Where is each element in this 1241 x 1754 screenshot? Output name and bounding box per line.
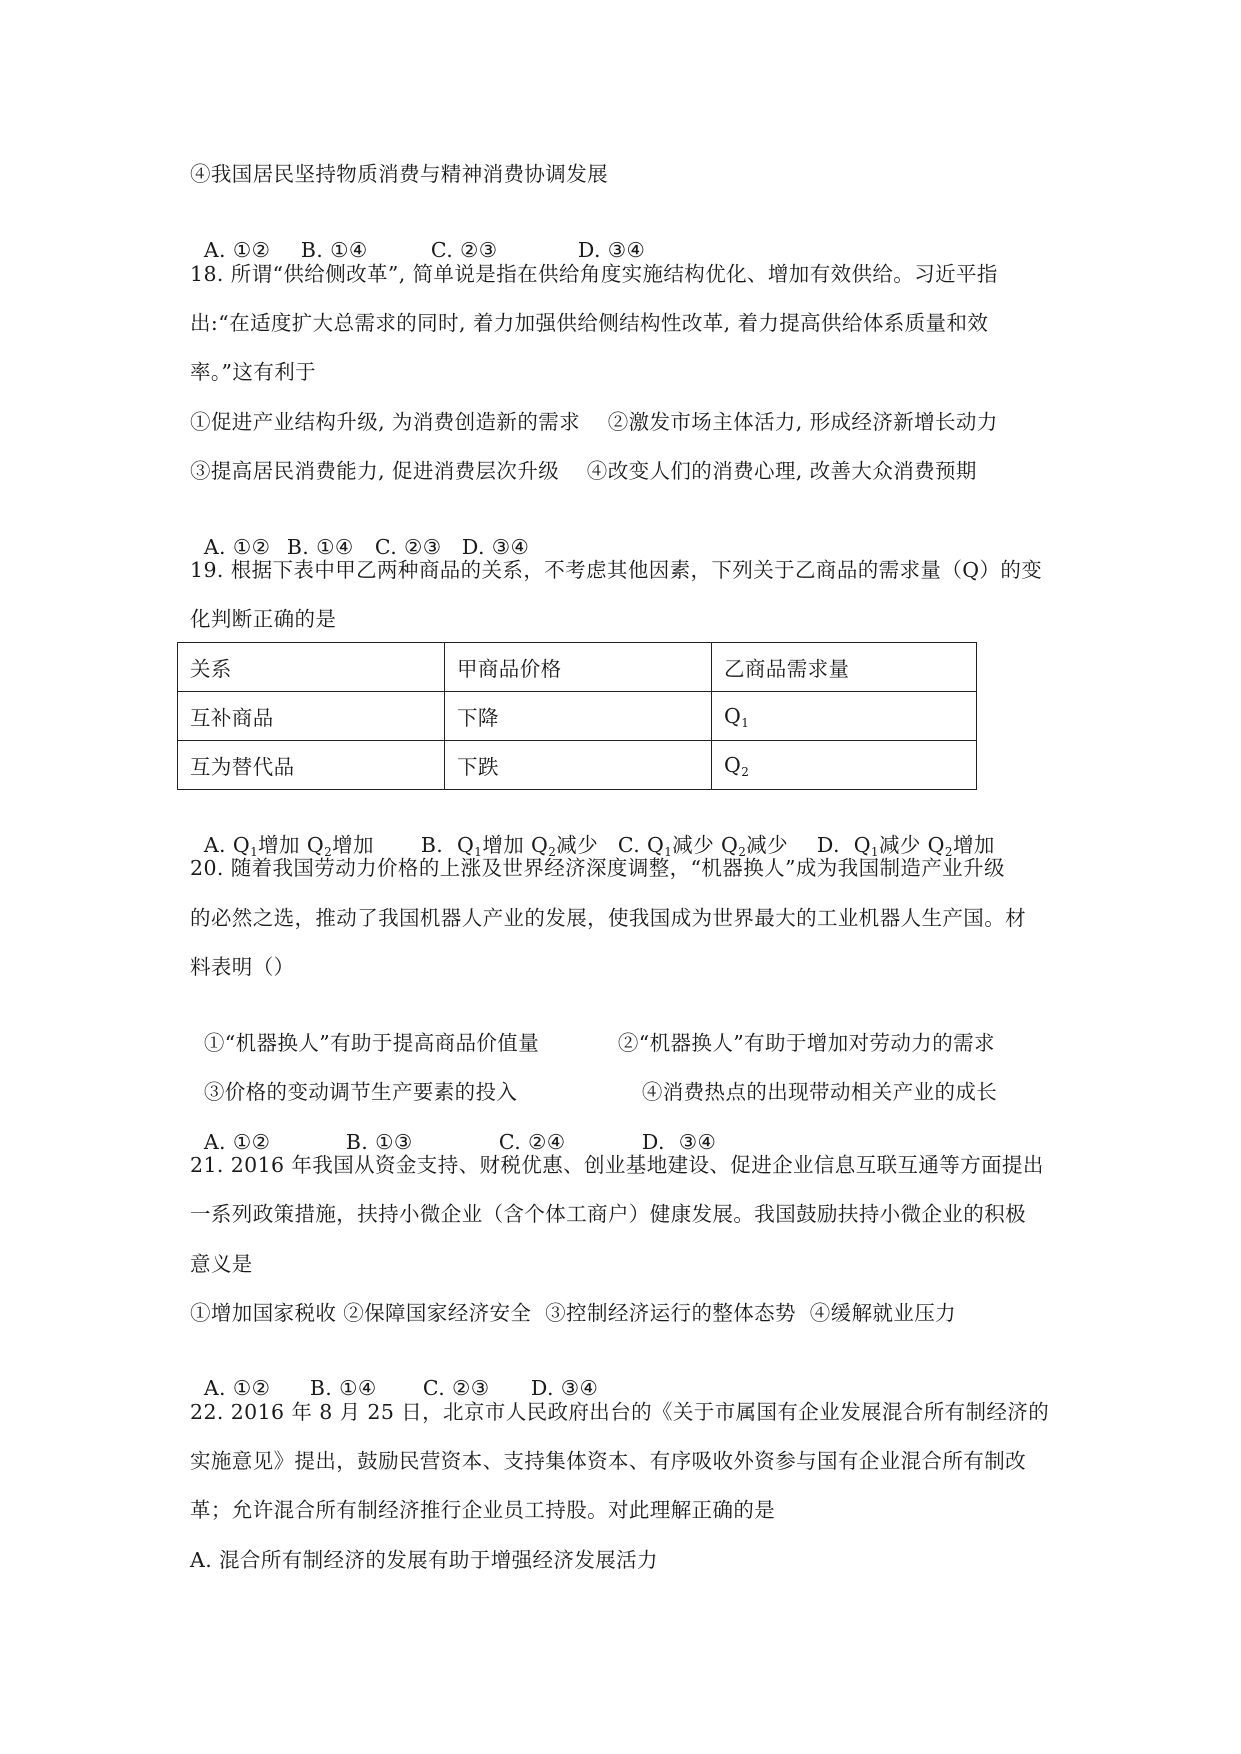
q18-statements-3-4: ③提高居民消费能力, 促进消费层次升级 ④改变人们的消费心理, 改善大众消费预期 — [190, 459, 977, 483]
table-cell-price: 下降 — [445, 692, 712, 741]
q21-options — [190, 1349, 598, 1401]
q18-stem-line-2: 出:“在适度扩大总需求的同时, 着力加强供给侧结构性改革, 着力提高供给体系质量和效 — [190, 311, 989, 335]
q-symbol: Q — [724, 704, 742, 728]
option-text: 增加 Q — [482, 833, 549, 857]
q17-option-b: B. ①④ — [300, 238, 368, 262]
q21-stem-line-1: 21. 2016 年我国从资金支持、财税优惠、创业基地建设、促进企业信息互联互通等方面提出 — [190, 1153, 1044, 1177]
subscript: 1 — [474, 845, 483, 859]
table-row — [178, 692, 977, 741]
q20-stem-line-2: 的必然之选，推动了我国机器人产业的发展，使我国成为世界最大的工业机器人生产国。材 — [190, 906, 1026, 930]
table-header-cell: 乙商品需求量 — [712, 643, 977, 692]
q21-stem-line-3: 意义是 — [190, 1252, 253, 1276]
q19-options — [190, 806, 995, 858]
q20-statements-3-4 — [190, 1053, 997, 1105]
q17-option-a: A. ①② — [203, 238, 271, 262]
q22-stem-line-1: 22. 2016 年 8 月 25 日，北京市人民政府出台的《关于市属国有企业发展混合所有制经济的 — [190, 1400, 1050, 1424]
q18-stem-line-3: 率。”这有利于 — [190, 360, 317, 384]
q22-stem-line-3: 革；允许混合所有制经济推行企业员工持股。对此理解正确的是 — [190, 1498, 776, 1522]
q20-option-a: A. ①② — [203, 1130, 271, 1154]
option-text: C. Q — [617, 833, 665, 857]
table-row — [178, 741, 977, 790]
relation-table — [177, 642, 977, 790]
q21-statements: ①增加国家税收 ②保障国家经济安全 ③控制经济运行的整体态势 ④缓解就业压力 — [190, 1301, 957, 1325]
q20-option-b: B. ①③ — [345, 1130, 413, 1154]
option-text: 增加 Q — [258, 833, 325, 857]
q20-statement-2: ②“机器换人”有助于增加对劳动力的需求 — [617, 1031, 995, 1055]
subscript: 2 — [324, 845, 333, 859]
q22-stem-line-2: 实施意见》提出，鼓励民营资本、支持集体资本、有序吸收外资参与国有企业混合所有制改 — [190, 1449, 1026, 1473]
subscript: 2 — [944, 845, 953, 859]
option-text: 减少 — [746, 833, 789, 857]
table-header-cell: 甲商品价格 — [445, 643, 712, 692]
q18-option-d: D. ③④ — [461, 535, 530, 559]
q21-option-b: B. ①④ — [309, 1376, 377, 1400]
table-header-cell: 关系 — [178, 643, 445, 692]
q18-statements-1-2: ①促进产业结构升级, 为消费创造新的需求 ②激发市场主体活力, 形成经济新增长动力 — [190, 410, 998, 434]
table-cell-price: 下跌 — [445, 741, 712, 790]
q21-stem-line-2: 一系列政策措施，扶持小微企业（含个体工商户）健康发展。我国鼓励扶持小微企业的积极 — [190, 1202, 1026, 1226]
option-text: A. Q — [203, 833, 251, 857]
q17-options — [190, 211, 645, 263]
q20-statements-1-2 — [190, 1004, 995, 1056]
option-text: 减少 Q — [878, 833, 945, 857]
option-text: 增加 — [332, 833, 374, 857]
q18-options — [190, 508, 529, 560]
subscript: 2 — [738, 845, 747, 859]
option-text: 减少 — [556, 833, 599, 857]
option-text: D. Q — [816, 833, 871, 857]
subscript: 2 — [548, 845, 557, 859]
q21-option-a: A. ①② — [203, 1376, 271, 1400]
q20-option-d: D. ③④ — [641, 1130, 717, 1154]
subscript: 1 — [870, 845, 879, 859]
q19-stem-line-2: 化判断正确的是 — [190, 607, 337, 631]
q20-stem-line-1: 20. 随着我国劳动力价格的上涨及世界经济深度调整，“机器换人”成为我国制造产业升级 — [190, 856, 1005, 880]
q17-option-c: C. ②③ — [430, 238, 498, 262]
q18-option-a: A. ①② — [203, 535, 271, 559]
q20-stem-line-3: 料表明（） — [190, 955, 295, 979]
q-symbol: Q — [724, 753, 742, 777]
q17-option-d: D. ③④ — [577, 238, 646, 262]
q19-stem-line-1: 19. 根据下表中甲乙两种商品的关系，不考虑其他因素，下列关于乙商品的需求量（Q）的变 — [190, 558, 1043, 582]
q18-option-c: C. ②③ — [374, 535, 442, 559]
q-subscript: 1 — [741, 716, 750, 730]
option-text: 减少 Q — [672, 833, 739, 857]
table-cell-relation: 互为替代品 — [178, 741, 445, 790]
q20-statement-3: ③价格的变动调节生产要素的投入 — [203, 1080, 518, 1104]
q20-statement-1: ①“机器换人”有助于提高商品价值量 — [203, 1031, 540, 1055]
q17-statement-4: ④我国居民坚持物质消费与精神消费协调发展 — [190, 162, 608, 186]
table-cell-relation: 互补商品 — [178, 692, 445, 741]
q20-options — [190, 1103, 716, 1155]
q18-option-b: B. ①④ — [286, 535, 354, 559]
option-text: 增加 — [952, 833, 995, 857]
subscript: 1 — [250, 845, 259, 859]
option-text: B. Q — [420, 833, 475, 857]
table-cell-demand — [712, 692, 977, 741]
q21-option-d: D. ③④ — [530, 1376, 599, 1400]
q20-option-c: C. ②④ — [498, 1130, 566, 1154]
table-header-row — [178, 643, 977, 692]
table-cell-demand — [712, 741, 977, 790]
q-subscript: 2 — [741, 765, 750, 779]
q22-option-a: A. 混合所有制经济的发展有助于增强经济发展活力 — [190, 1548, 658, 1572]
subscript: 1 — [664, 845, 673, 859]
q20-statement-4: ④消费热点的出现带动相关产业的成长 — [641, 1080, 998, 1104]
q21-option-c: C. ②③ — [422, 1376, 490, 1400]
q18-stem-line-1: 18. 所谓“供给侧改革”, 简单说是指在供给角度实施结构优化、增加有效供给。习近平指 — [190, 262, 998, 286]
